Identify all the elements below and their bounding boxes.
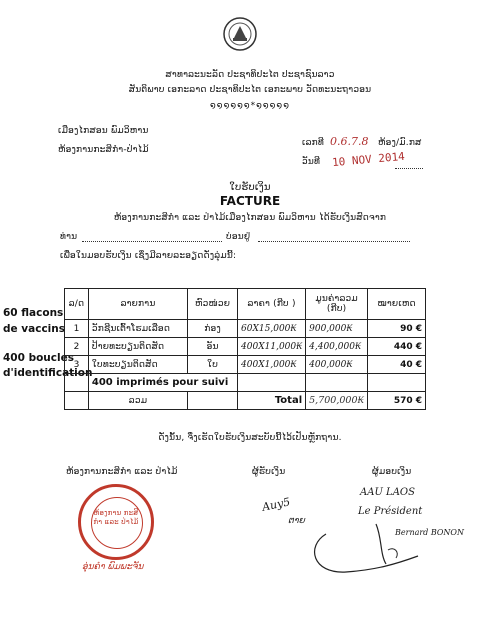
side-note-2-line-1: 400 boucles <box>3 352 74 364</box>
sum-eur: 570 € <box>368 392 426 410</box>
header-line-3: ໑໑໑໑໑໑*໑໑໑໑໑ <box>210 101 290 111</box>
row-price: 400X1,000₭ <box>238 356 306 374</box>
right-signature-role: Le Président <box>358 506 423 517</box>
header-unit: ຫົວໜ່ວຍ <box>188 289 238 320</box>
doc-number-suffix: ຫ້ອງ/ມົ.ກສ <box>378 138 422 148</box>
side-note-1-line-1: 60 flacons <box>3 307 64 319</box>
header-item: ລາຍການ <box>88 289 187 320</box>
middle-signature-2: ຕາຍ <box>288 516 305 526</box>
table-row <box>65 356 426 374</box>
title-lao: ໃບຮັບເງິນ <box>229 182 271 193</box>
row-total: 4,400,000₭ <box>306 338 368 356</box>
row-total: 900,000₭ <box>306 320 368 338</box>
table-header-row <box>65 289 426 320</box>
national-emblem <box>222 16 258 52</box>
stamp-text: ຫ້ອງການ ກະສິກໍາ ແລະ ປ່າໄມ້ <box>93 509 139 526</box>
row-item: ປ້າຍທະບຽນຕິດສັດ <box>88 338 187 356</box>
row-unit: ກ່ອງ <box>188 320 238 338</box>
side-note-1-line-2: de vaccins <box>3 323 65 335</box>
name-label: ທ່ານ <box>60 232 78 242</box>
row-unit: ອັນ <box>188 338 238 356</box>
row-no: 2 <box>65 338 89 356</box>
header-line-1: ສາທາລະນະລັດ ປະຊາທິປະໄຕ ປະຊາຊົນລາວ <box>165 70 335 80</box>
header-remarks: ໝາຍເຫດ <box>368 289 426 320</box>
extra-note: 400 imprimés pour suivi <box>88 374 237 392</box>
middle-signature: Auy5 <box>260 495 292 514</box>
left-signature-name: ອຸ່ນຄໍາ ພົມພະຈັນ <box>82 562 144 572</box>
row-eur: 440 € <box>368 338 426 356</box>
name-field <box>82 241 222 242</box>
address-label: ບ່ອນຢູ່ <box>226 232 251 242</box>
doc-number-label: ເລກທີ <box>302 138 324 148</box>
doc-number-value: 0.6.7.8 <box>330 135 369 148</box>
table-total-row <box>65 392 426 410</box>
header-line-2: ສັນຕິພາບ ເອກະລາດ ປະຊາທິປະໄຕ ເອກະພາບ ວັດທະນະຖາວອນ <box>128 85 372 95</box>
signature-right-title: ຜູ້ມອບເງິນ <box>372 467 412 477</box>
row-eur: 90 € <box>368 320 426 338</box>
intro-text: ຫ້ອງການກະສິກໍາ ແລະ ປ່າໄມ້ເມືອງໄກສອນ ພົມວິຫານ ໄດ້ຮັບເງິນສົດຈາກ <box>113 213 387 223</box>
row-total: 400,000₭ <box>306 356 368 374</box>
purpose-text: ເພື່ອໃນມອບຮັບເງິນ ເຊິ່ງມີລາຍລະອຽດດັ່ງລຸ່ມນີ້: <box>60 251 237 261</box>
invoice-table <box>64 288 426 410</box>
row-price: 60X15,000₭ <box>238 320 306 338</box>
header-no: ລ/ດ <box>65 289 89 320</box>
row-price: 400X11,000₭ <box>238 338 306 356</box>
table-row <box>65 320 426 338</box>
row-item: ໃບທະບຽນຕິດສັດ <box>88 356 187 374</box>
row-no: 3 <box>65 356 89 374</box>
district-label: ເມືອງໄກສອນ ພົມວິຫານ <box>58 126 149 136</box>
date-dots <box>395 168 423 169</box>
row-eur: 40 € <box>368 356 426 374</box>
table-row <box>65 338 426 356</box>
right-signature-name: Bernard BONON <box>395 528 464 537</box>
side-note-2-line-2: d'identification <box>3 367 93 379</box>
row-unit: ໃບ <box>188 356 238 374</box>
office-label: ຫ້ອງການກະສິກໍາ-ປ່າໄມ້ <box>58 145 149 155</box>
header-price: ລາຄາ (ກີບ ) <box>238 289 306 320</box>
row-no: 1 <box>65 320 89 338</box>
signature-middle-title: ຜູ້ຮັບເງິນ <box>252 467 286 477</box>
sum-label: Total <box>238 392 306 410</box>
closing-text: ດັ່ງນັ້ນ, ຈຶ່ງເຮັດໃບຮັບເງິນສະບັບນີ້ໄວ້ເປັນຫຼັກຖານ. <box>158 433 342 443</box>
table-row-extra <box>65 374 426 392</box>
official-stamp <box>78 484 154 560</box>
date-label: ວັນທີ <box>302 157 321 167</box>
right-signature-org: AAU LAOS <box>360 487 415 498</box>
date-stamp: 10 NOV 2014 <box>331 149 406 170</box>
sum-lao-label: ລວມ <box>88 392 187 410</box>
title-facture: FACTURE <box>219 194 281 208</box>
right-signature-scribble <box>306 516 426 576</box>
address-field <box>258 241 410 242</box>
row-item: ວັກຊີນເຕົ້າໂຮມເລືອດ <box>88 320 187 338</box>
signature-left-title: ຫ້ອງການກະສິກໍາ ແລະ ປ່າໄມ້ <box>66 467 178 477</box>
sum-kip: 5,700,000₭ <box>306 392 368 410</box>
header-total-kip: ມູນຄ່າລວມ (ກີບ) <box>306 289 368 320</box>
